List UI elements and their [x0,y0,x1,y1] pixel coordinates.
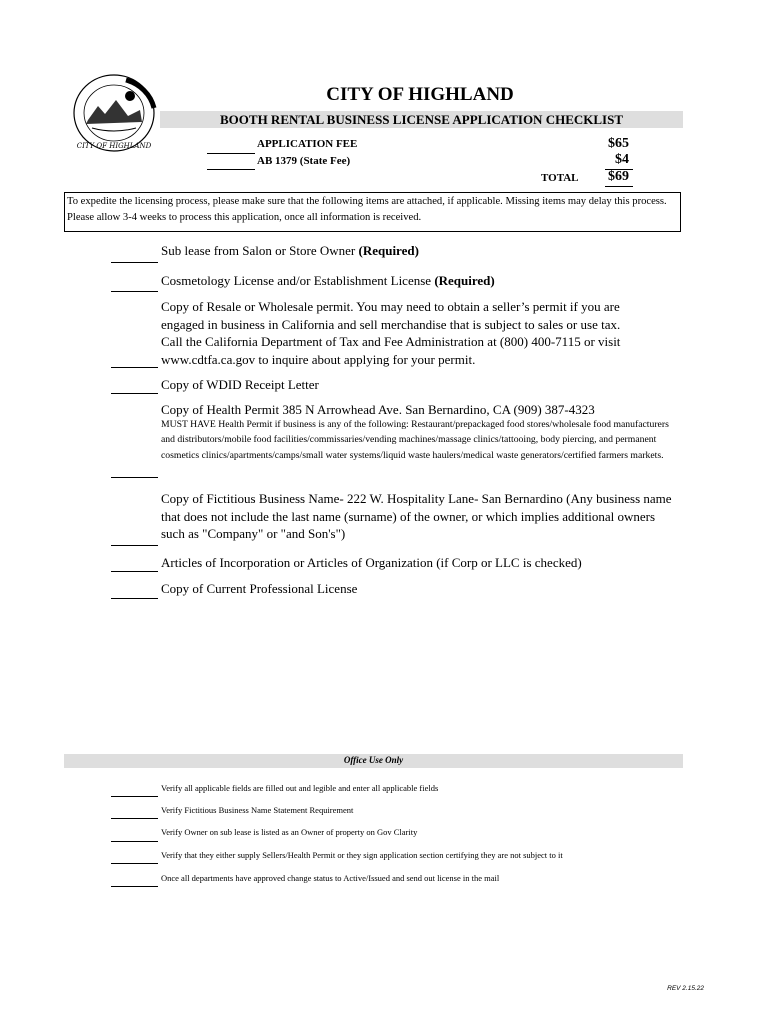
office-item: Once all departments have approved change status to Active/Issued and send out license in the mail [161,873,500,883]
office-blank[interactable] [111,818,158,819]
total-amount: $69 [608,169,629,184]
checklist-blank[interactable] [111,477,158,478]
checklist-item-articles: Articles of Incorporation or Articles of Organization (if Corp or LLC is checked) [161,555,582,570]
office-blank[interactable] [111,841,158,842]
checklist-blank[interactable] [111,291,158,292]
notice-text: To expedite the licensing process, please make sure that the following items are attached, if applicable. Missing items may delay this process. Please allow 3-4 weeks to process this application, once all information is received. [67,196,667,223]
item-text: Cosmetology License and/or Establishment License [161,273,435,288]
health-permit-note: MUST HAVE Health Permit if business is any of the following: Restaurant/prepackaged food stores/wholesale food manufacturers and distributors/mobile food facilities/commissaries/vending machines/massage clinics/tattooing, body piercing, and permanent cosmetics clinics/apartments/camps/small water systems/liquid waste haulers/medical waste generators/certified farmers markets. [161,419,669,461]
checklist-blank[interactable] [111,545,158,546]
checklist-item-professional-license: Copy of Current Professional License [161,581,358,596]
checklist-item-health-permit: Copy of Health Permit 385 N Arrowhead Ave. San Bernardino, CA (909) 387-4323 [161,402,595,417]
checklist-blank[interactable] [111,393,158,394]
checklist-blank[interactable] [111,262,158,263]
checklist-blank[interactable] [111,571,158,572]
total-label: TOTAL [541,172,579,184]
page-title: CITY OF HIGHLAND [326,84,514,105]
checklist-item-wdid: Copy of WDID Receipt Letter [161,377,319,392]
office-blank[interactable] [111,886,158,887]
office-use-title: Office Use Only [343,755,404,765]
fee-blank-line[interactable] [207,169,255,170]
office-item: Verify all applicable fields are filled out and legible and enter all applicable fields [161,783,439,793]
state-fee-amount: $4 [615,152,629,167]
city-seal-logo [70,72,158,154]
office-blank[interactable] [111,863,158,864]
checklist-blank[interactable] [111,598,158,599]
application-fee-amount: $65 [608,136,629,151]
required-tag: (Required) [434,273,495,288]
required-tag: (Required) [358,243,419,258]
checklist-item-cosmetology [161,272,681,290]
checklist-item-resale-permit: Copy of Resale or Wholesale permit. You may need to obtain a seller’s permit if you are engaged in business in California and sell merchandise that is subject to sales or use tax. Call the California Department of Tax and Fee Administration at (800) 400-7115 or visit www.cdtfa.ca.gov to inquire about applying for your permit. [161,299,621,367]
fee-blank-line[interactable] [207,153,255,154]
office-item: Verify Fictitious Business Name Statement Requirement [161,805,354,815]
revision-label: REV 2.15.22 [667,985,704,992]
office-item: Verify that they either supply Sellers/Health Permit or they sign application section certifying they are not subject to it [161,850,563,860]
office-blank[interactable] [111,796,158,797]
application-fee-label: APPLICATION FEE [257,138,358,150]
seal-text: CITY OF HIGHLAND [76,142,152,150]
checklist-item-fictitious-name: Copy of Fictitious Business Name- 222 W. Hospitality Lane- San Bernardino (Any business name that does not include the last name (surname) of the owner, or which implies additional owners such as "Company" or "and Son's") [161,491,672,542]
checklist-item-sublease [161,242,681,260]
page-subtitle: BOOTH RENTAL BUSINESS LICENSE APPLICATION CHECKLIST [220,112,623,127]
item-text: Sub lease from Salon or Store Owner [161,243,359,258]
office-item: Verify Owner on sub lease is listed as an Owner of property on Gov Clarity [161,827,418,837]
checklist-blank[interactable] [111,367,158,368]
state-fee-label: AB 1379 (State Fee) [257,155,351,167]
